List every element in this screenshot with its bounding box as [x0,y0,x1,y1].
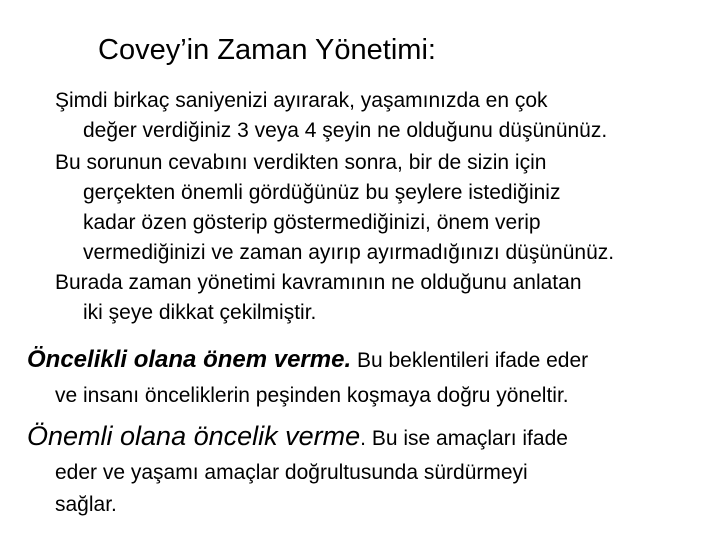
paragraph-2-line-2: gerçekten önemli gördüğünüz bu şeylere istediğiniz [83,181,561,204]
emphasis-2-rest: . Bu ise amaçları ifade [360,427,568,450]
emphasis-2-line-2: eder ve yaşamı amaçlar doğrultusunda sürdürmeyi [55,461,528,484]
paragraph-3 [27,268,582,328]
paragraph-3-line-1: Burada zaman yönetimi kavramının ne olduğunu anlatan [55,271,582,294]
emphasis-paragraph-2 [27,418,568,521]
paragraph-2-line-1: Bu sorunun cevabını verdikten sonra, bir de sizin için [55,151,547,174]
emphasis-1-lead: Öncelikli olana önem verme. [27,346,352,373]
emphasis-1-rest: Bu beklentileri ifade eder [351,349,589,372]
emphasis-2-lead: Önemli olana öncelik verme [27,421,361,451]
emphasis-paragraph-1 [27,342,588,413]
paragraph-1 [27,86,607,146]
slide-title: Covey’in Zaman Yönetimi: [98,34,436,66]
paragraph-1-line-2: değer verdiğiniz 3 veya 4 şeyin ne olduğunu düşününüz. [83,119,608,142]
paragraph-2-line-4: vermediğinizi ve zaman ayırıp ayırmadığınızı düşününüz. [83,241,615,264]
emphasis-1-first-line [27,342,588,379]
paragraph-2-line-3: kadar özen gösterip göstermediğinizi, önem verip [83,211,541,234]
emphasis-2-first-line [27,418,568,457]
paragraph-1-line-1: Şimdi birkaç saniyenizi ayırarak, yaşamınızda en çok [55,89,548,112]
emphasis-2-line-3: sağlar. [55,493,117,516]
paragraph-2 [27,148,614,268]
paragraph-3-line-2: iki şeye dikkat çekilmiştir. [83,301,317,324]
emphasis-1-line-2: ve insanı önceliklerin peşinden koşmaya doğru yöneltir. [55,384,569,407]
